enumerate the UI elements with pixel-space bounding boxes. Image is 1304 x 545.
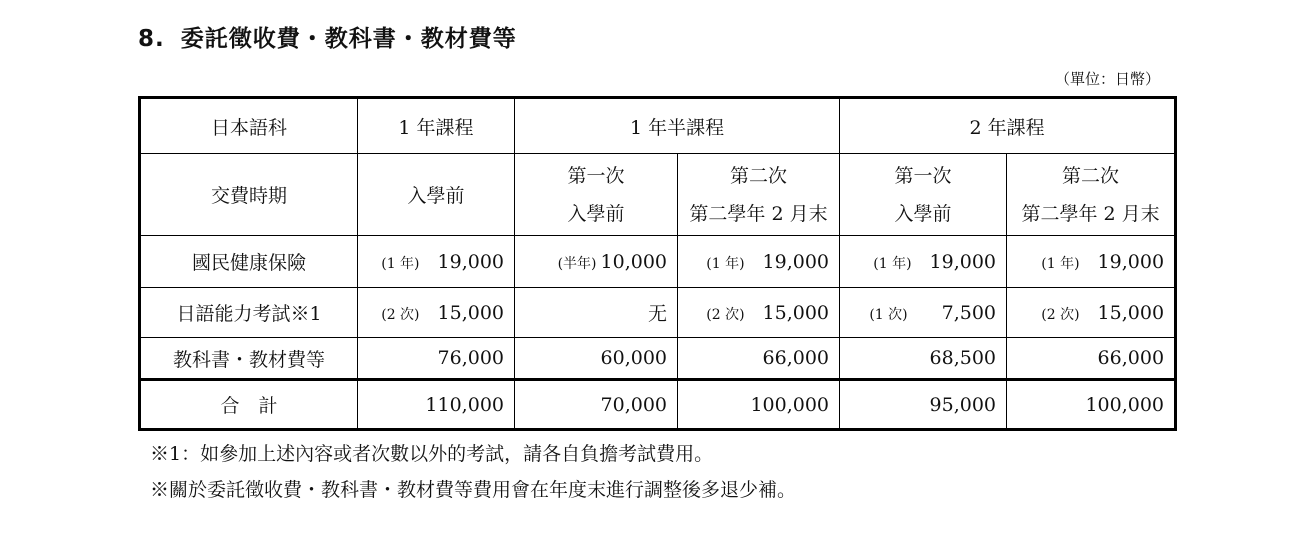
section-title: 委託徵收費・教科書・教材費等	[180, 26, 517, 52]
amount: 19,000	[437, 250, 504, 273]
fee-cell	[840, 338, 1007, 380]
amount: 68,500	[929, 347, 997, 369]
header-timing-1-5yr-second	[678, 154, 840, 236]
amount: 60,000	[600, 347, 667, 369]
footnote-2: ※關於委託徵收費・教科書・教材費等費用會在年度末進行調整後多退少補。	[150, 479, 797, 501]
row-label: 日語能力考試※1	[140, 288, 358, 338]
fee-cell	[840, 288, 1007, 338]
amount: 15,000	[437, 301, 504, 324]
total-cell: 95,000	[840, 380, 1007, 430]
row-label: 國民健康保險	[140, 236, 358, 288]
amount: 66,000	[1097, 347, 1165, 369]
fee-cell	[1007, 338, 1176, 380]
header-timing-label: 交費時期	[140, 154, 358, 236]
total-cell: 70,000	[515, 380, 678, 430]
section-heading	[138, 20, 517, 53]
timing-label: 第二學年 2 月末	[1021, 202, 1160, 225]
timing-label: 入學前	[894, 202, 952, 225]
total-cell: 110,000	[358, 380, 515, 430]
table-row-textbooks	[140, 338, 1176, 380]
installment-label: 第二次	[1062, 164, 1120, 187]
total-cell: 100,000	[678, 380, 840, 430]
period-note: (2 次)	[706, 306, 745, 323]
fee-cell	[678, 338, 840, 380]
amount: 7,500	[941, 301, 997, 324]
amount: 19,000	[1097, 250, 1165, 273]
footnote-1: ※1：如參加上述內容或者次數以外的考試，請各自負擔考試費用。	[150, 443, 714, 465]
section-number: 8.	[138, 26, 165, 52]
total-label: 合 計	[140, 380, 358, 430]
unit-note: （單位：日幣）	[1054, 70, 1160, 88]
table-row-health-insurance	[140, 236, 1176, 288]
header-row-timing	[140, 154, 1176, 236]
fee-cell	[678, 236, 840, 288]
table-row-total	[140, 380, 1176, 430]
period-note: (1 次)	[869, 306, 908, 323]
table-row-jlpt	[140, 288, 1176, 338]
fee-cell	[1007, 288, 1176, 338]
timing-label: 入學前	[567, 202, 625, 225]
period-note: (2 次)	[381, 306, 420, 323]
fee-cell	[515, 288, 678, 338]
fee-table	[138, 96, 1177, 431]
fee-cell	[840, 236, 1007, 288]
amount: 无	[647, 303, 667, 325]
amount: 10,000	[600, 250, 667, 273]
amount: 15,000	[1097, 301, 1165, 324]
header-timing-1yr: 入學前	[358, 154, 515, 236]
header-timing-1-5yr-first	[515, 154, 678, 236]
row-label: 教科書・教材費等	[140, 338, 358, 380]
period-note: (1 年)	[873, 255, 912, 272]
header-course-label: 日本語科	[140, 98, 358, 154]
period-note: (半年)	[557, 255, 597, 272]
period-note: (1 年)	[381, 255, 420, 272]
installment-label: 第二次	[730, 164, 788, 187]
fee-cell	[358, 236, 515, 288]
fee-cell	[515, 338, 678, 380]
installment-label: 第一次	[567, 164, 625, 187]
fee-cell	[358, 338, 515, 380]
amount: 19,000	[762, 250, 830, 273]
amount: 19,000	[929, 250, 997, 273]
fee-cell	[358, 288, 515, 338]
header-course-2yr: 2 年課程	[840, 98, 1176, 154]
amount: 76,000	[437, 347, 504, 369]
period-note: (1 年)	[706, 255, 745, 272]
installment-label: 第一次	[894, 164, 952, 187]
period-note: (1 年)	[1041, 255, 1080, 272]
total-cell: 100,000	[1007, 380, 1176, 430]
header-timing-2yr-first	[840, 154, 1007, 236]
header-row-courses	[140, 98, 1176, 154]
fee-cell	[1007, 236, 1176, 288]
amount: 15,000	[762, 301, 830, 324]
timing-label: 第二學年 2 月末	[689, 202, 828, 225]
header-course-1yr: 1 年課程	[358, 98, 515, 154]
header-timing-2yr-second	[1007, 154, 1176, 236]
fee-cell	[515, 236, 678, 288]
period-note: (2 次)	[1041, 306, 1080, 323]
footnotes	[150, 436, 796, 508]
amount: 66,000	[762, 347, 830, 369]
header-course-1-5yr: 1 年半課程	[515, 98, 840, 154]
fee-cell	[678, 288, 840, 338]
